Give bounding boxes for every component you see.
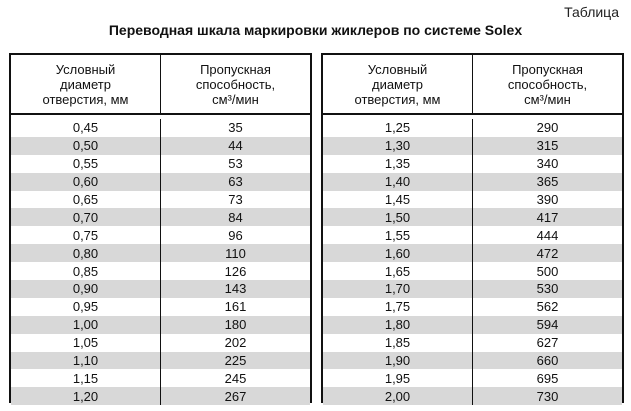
capacity-cell: 73 <box>160 191 310 209</box>
table-row <box>11 173 310 191</box>
capacity-cell: 594 <box>472 316 622 334</box>
table-row <box>11 334 310 352</box>
diameter-cell: 1,95 <box>384 370 411 386</box>
capacity-cell: 84 <box>160 208 310 226</box>
table-row <box>323 208 622 226</box>
diameter-cell: 1,00 <box>72 317 99 333</box>
diameter-cell: 1,80 <box>384 317 411 333</box>
diameter-cell: 1,25 <box>384 120 411 136</box>
table-row <box>323 334 622 352</box>
capacity-header-line: Пропускная <box>512 61 583 77</box>
diameter-header-line: Условный <box>55 61 116 77</box>
table-row <box>323 387 622 405</box>
table-row <box>323 244 622 262</box>
table-row <box>11 155 310 173</box>
diameter-cell: 0,60 <box>72 174 99 190</box>
diameter-cell: 0,80 <box>72 245 99 261</box>
capacity-cell: 390 <box>472 191 622 209</box>
capacity-cell: 110 <box>160 244 310 262</box>
capacity-column-header <box>160 55 310 113</box>
table-row <box>323 280 622 298</box>
capacity-cell: 562 <box>472 298 622 316</box>
capacity-header-line: см³/мин <box>212 91 259 107</box>
capacity-cell: 96 <box>160 226 310 244</box>
table-row <box>323 137 622 155</box>
table-row <box>323 191 622 209</box>
capacity-cell: 340 <box>472 155 622 173</box>
diameter-cell: 2,00 <box>384 388 411 404</box>
table-row <box>323 226 622 244</box>
diameter-cell: 1,35 <box>384 156 411 172</box>
table-row <box>11 298 310 316</box>
diameter-cell: 1,15 <box>72 370 99 386</box>
capacity-cell: 267 <box>160 387 310 405</box>
diameter-cell: 1,20 <box>72 388 99 404</box>
table-row <box>11 226 310 244</box>
capacity-cell: 143 <box>160 280 310 298</box>
capacity-cell: 126 <box>160 262 310 280</box>
capacity-cell: 44 <box>160 137 310 155</box>
table-row <box>11 208 310 226</box>
diameter-cell: 1,65 <box>384 263 411 279</box>
left-table-header <box>11 55 310 115</box>
diameter-cell: 0,95 <box>72 299 99 315</box>
table-row <box>11 316 310 334</box>
diameter-cell: 1,85 <box>384 335 411 351</box>
capacity-cell: 417 <box>472 208 622 226</box>
capacity-cell: 627 <box>472 334 622 352</box>
capacity-cell: 245 <box>160 369 310 387</box>
diameter-cell: 0,65 <box>72 192 99 207</box>
capacity-header-line: см³/мин <box>524 91 571 107</box>
capacity-cell: 63 <box>160 173 310 191</box>
capacity-header-line: способность, <box>507 76 588 92</box>
table-row <box>11 369 310 387</box>
right-table <box>321 53 624 403</box>
capacity-cell: 225 <box>160 352 310 370</box>
diameter-cell: 1,70 <box>384 281 411 297</box>
diameter-cell: 0,90 <box>72 281 99 297</box>
capacity-cell: 53 <box>160 155 310 173</box>
capacity-cell: 35 <box>160 119 310 137</box>
diameter-header-line: диаметр <box>59 76 111 92</box>
diameter-cell: 0,85 <box>72 263 99 279</box>
capacity-cell: 500 <box>472 262 622 280</box>
diameter-cell: 1,30 <box>384 138 411 154</box>
diameter-header-line: отверстия, мм <box>42 91 129 107</box>
diameter-cell: 1,90 <box>384 353 411 369</box>
table-row <box>11 262 310 280</box>
table-row <box>323 262 622 280</box>
table-row <box>11 191 310 209</box>
capacity-cell: 315 <box>472 137 622 155</box>
diameter-cell: 0,70 <box>72 209 99 225</box>
diameter-cell: 0,75 <box>72 227 99 243</box>
capacity-cell: 202 <box>160 334 310 352</box>
diameter-cell: 0,50 <box>72 138 99 154</box>
table-row <box>323 316 622 334</box>
capacity-cell: 365 <box>472 173 622 191</box>
page-title: Переводная шкала маркировки жиклеров по системе Solex <box>108 22 523 38</box>
diameter-cell: 1,05 <box>72 335 99 351</box>
capacity-cell: 660 <box>472 352 622 370</box>
capacity-cell: 290 <box>472 119 622 137</box>
diameter-cell: 1,60 <box>384 245 411 261</box>
table-row <box>323 173 622 191</box>
capacity-cell: 180 <box>160 316 310 334</box>
table-row <box>11 280 310 298</box>
diameter-cell: 1,40 <box>384 174 411 190</box>
table-row <box>11 119 310 137</box>
table-row <box>323 155 622 173</box>
diameter-cell: 1,10 <box>72 353 99 369</box>
capacity-cell: 695 <box>472 369 622 387</box>
table-label: Таблица <box>564 4 619 20</box>
diameter-cell: 1,50 <box>384 209 411 225</box>
table-row <box>323 369 622 387</box>
table-row <box>11 244 310 262</box>
diameter-cell: 1,75 <box>384 299 411 315</box>
table-row <box>11 387 310 405</box>
capacity-cell: 444 <box>472 226 622 244</box>
diameter-cell: 1,45 <box>384 192 411 207</box>
diameter-column-header <box>323 55 472 113</box>
capacity-cell: 530 <box>472 280 622 298</box>
capacity-cell: 730 <box>472 387 622 405</box>
table-row <box>323 298 622 316</box>
right-table-body <box>323 119 622 405</box>
table-row <box>323 352 622 370</box>
diameter-header-line: диаметр <box>371 76 423 92</box>
left-table-body <box>11 119 310 405</box>
diameter-cell: 1,55 <box>384 227 411 243</box>
capacity-header-line: способность, <box>195 76 276 92</box>
right-table-header <box>323 55 622 115</box>
diameter-header-line: отверстия, мм <box>354 91 441 107</box>
table-row <box>323 119 622 137</box>
diameter-cell: 0,45 <box>72 120 99 136</box>
capacity-cell: 161 <box>160 298 310 316</box>
left-table <box>9 53 312 403</box>
diameter-header-line: Условный <box>367 61 428 77</box>
capacity-cell: 472 <box>472 244 622 262</box>
capacity-header-line: Пропускная <box>200 61 271 77</box>
table-row <box>11 137 310 155</box>
diameter-column-header <box>11 55 160 113</box>
capacity-column-header <box>472 55 622 113</box>
diameter-cell: 0,55 <box>72 156 99 172</box>
table-row <box>11 352 310 370</box>
